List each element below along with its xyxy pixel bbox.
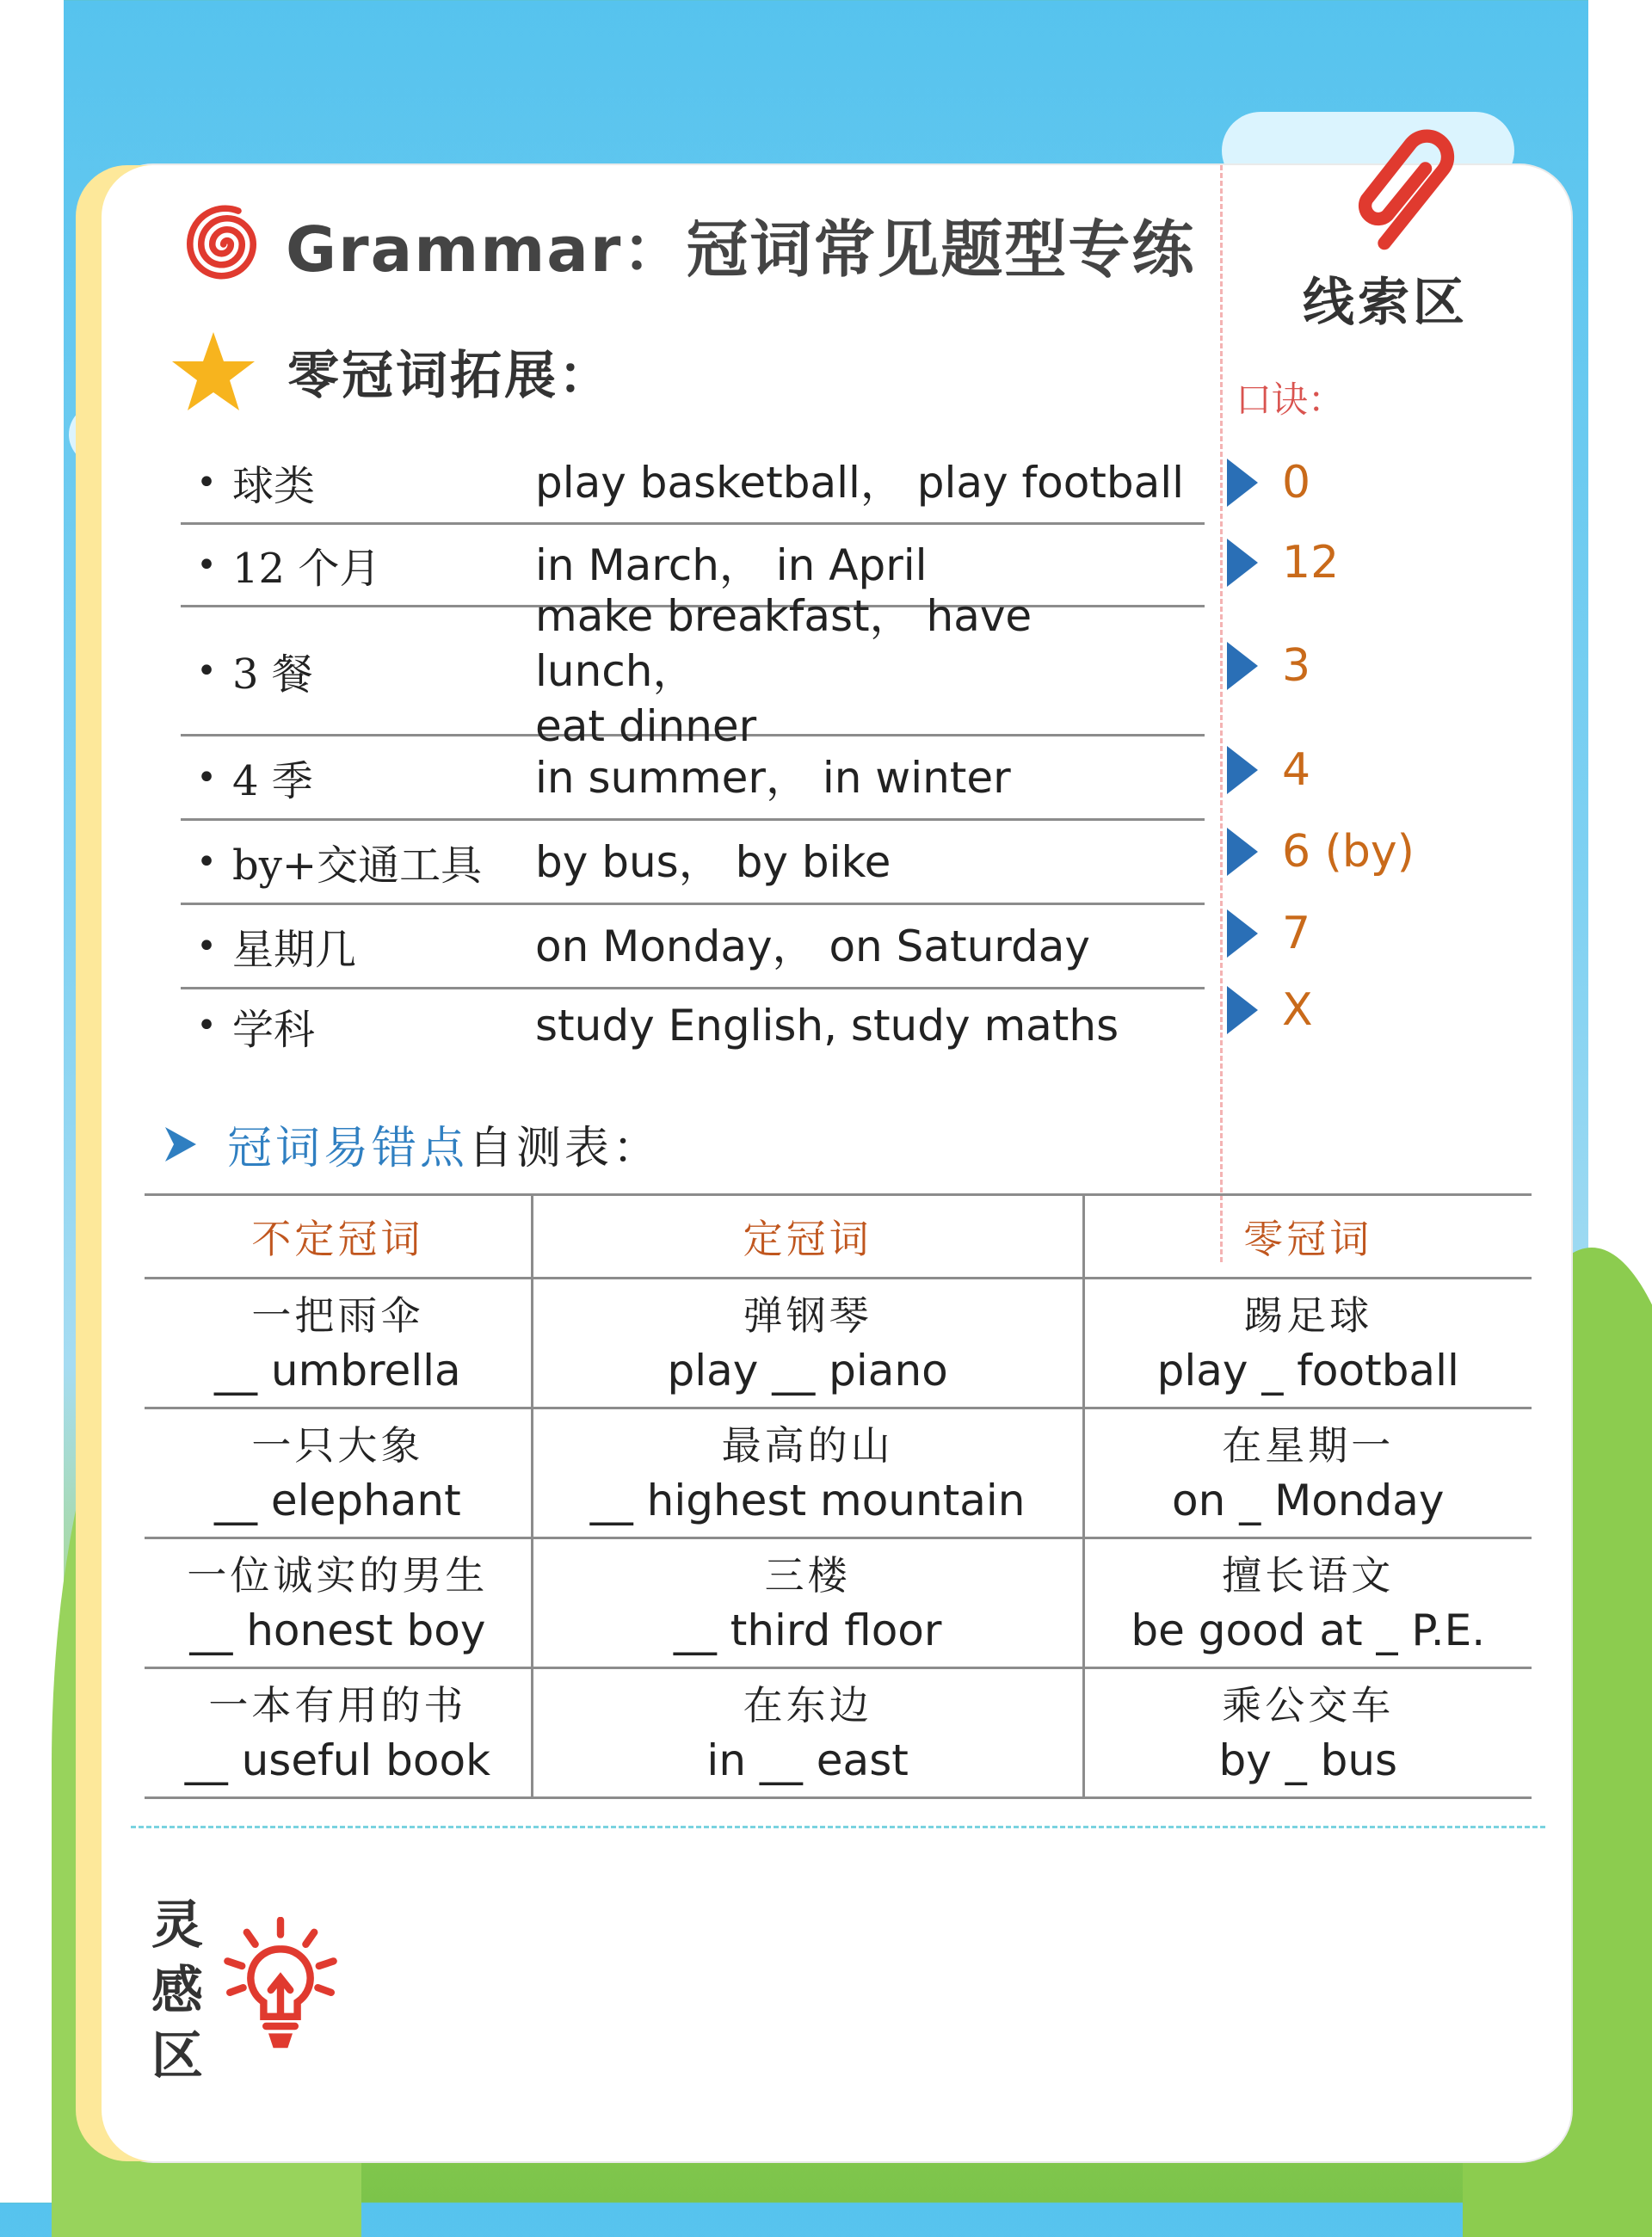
mnemonic-item [1227, 602, 1537, 729]
triangle-arrow-icon [1227, 642, 1258, 690]
table-header-row [145, 1195, 1532, 1279]
mnemonic-value: 7 [1282, 907, 1311, 959]
table-cell: 一位诚实的男生 __ honest boy [145, 1538, 532, 1668]
table-cell: 弹钢琴 play __ piano [532, 1279, 1083, 1408]
table-cell: 擅长语文 be good at _ P.E. [1083, 1538, 1532, 1668]
column-header: 零冠词 [1083, 1195, 1532, 1279]
bullet: • [196, 841, 217, 882]
spiral-icon [181, 198, 274, 291]
star-icon [170, 329, 256, 415]
table-cell: 一把雨伞 __ umbrella [145, 1279, 532, 1408]
self-test-heading [163, 1112, 661, 1176]
column-header: 定冠词 [532, 1195, 1083, 1279]
mnemonic-item [1227, 892, 1537, 974]
zero-article-category: 学科 [232, 1005, 316, 1054]
arrow-bullet-icon [163, 1125, 198, 1163]
table-row [145, 1538, 1532, 1668]
page-title: Grammar：冠词常见题型专练 [286, 213, 1196, 286]
table-row [145, 1408, 1532, 1538]
zero-article-row [181, 442, 1205, 525]
table-cell: 一本有用的书 __ useful book [145, 1668, 532, 1798]
self-test-table [145, 1193, 1532, 1799]
mnemonic-item [1227, 522, 1537, 602]
triangle-arrow-icon [1227, 986, 1258, 1034]
mnemonic-item [1227, 729, 1537, 810]
mnemonic-value: X [1282, 984, 1313, 1036]
table-row [145, 1668, 1532, 1798]
zero-article-category: 星期几 [232, 926, 357, 974]
clue-area-title: 线索区 [1303, 273, 1468, 333]
zero-article-example: study English, study maths [535, 1001, 1119, 1051]
inspiration-title: 灵感区 [151, 1895, 203, 2086]
mnemonic-value: 12 [1282, 536, 1340, 589]
bullet: • [196, 462, 217, 502]
zero-article-example: in summer， in winter [535, 752, 1011, 803]
worksheet-card [102, 165, 1571, 2161]
triangle-arrow-icon [1227, 539, 1258, 587]
bullet: • [196, 650, 217, 691]
mnemonic-value: 4 [1282, 743, 1311, 796]
triangle-arrow-icon [1227, 828, 1258, 876]
table-cell: 一只大象 __ elephant [145, 1408, 532, 1538]
column-header: 不定冠词 [145, 1195, 532, 1279]
zero-article-example: by bus， by bike [535, 836, 891, 887]
mnemonic-value: 0 [1282, 456, 1311, 508]
zero-article-example: make breakfast， have lunch， eat dinner [535, 590, 1032, 751]
table-cell: 三楼 __ third floor [532, 1538, 1083, 1668]
zero-article-row [181, 590, 1205, 751]
mnemonic-list [1227, 442, 1537, 1046]
zero-article-title: 零冠词拓展： [287, 346, 613, 406]
mnemonic-item [1227, 442, 1537, 522]
zero-article-category: 球类 [232, 462, 316, 510]
mnemonic-item [1227, 974, 1537, 1046]
title-row [181, 193, 1195, 296]
bullet: • [196, 1006, 217, 1045]
triangle-arrow-icon [1227, 909, 1258, 958]
zero-article-example: in March， in April [535, 539, 928, 590]
zero-article-example: play basketball， play football [535, 457, 1185, 508]
mnemonic-value: 6 (by) [1282, 825, 1415, 878]
table-cell: 在东边 in __ east [532, 1668, 1083, 1798]
zero-article-category: 3 餐 [232, 650, 313, 699]
bullet: • [196, 926, 217, 966]
mnemonic-value: 3 [1282, 639, 1311, 692]
table-cell: 最高的山 __ highest mountain [532, 1408, 1083, 1538]
zero-article-category: by+交通工具 [232, 841, 483, 890]
zero-article-category: 12 个月 [232, 545, 381, 593]
triangle-arrow-icon [1227, 746, 1258, 794]
zero-article-row [181, 736, 1205, 821]
self-test-title: 冠词易错点自测表： [227, 1123, 662, 1174]
table-cell: 踢足球 play _ football [1083, 1279, 1532, 1408]
clue-area-divider [1220, 165, 1223, 1262]
bullet: • [196, 757, 217, 798]
bullet: • [196, 545, 217, 585]
zero-article-example: on Monday， on Saturday [535, 921, 1090, 971]
triangle-arrow-icon [1227, 459, 1258, 507]
zero-article-row [181, 989, 1205, 1062]
zero-article-category: 4 季 [232, 757, 313, 805]
mnemonic-label: 口诀： [1236, 379, 1345, 421]
zero-article-heading [170, 329, 613, 415]
zero-article-row [181, 905, 1205, 989]
inspiration-divider [131, 1826, 1545, 1828]
zero-article-table [181, 442, 1205, 1062]
paperclip-icon [1341, 129, 1487, 275]
zero-article-row [181, 821, 1205, 905]
table-cell: 乘公交车 by _ bus [1083, 1668, 1532, 1798]
lightbulb-icon [220, 1917, 341, 2063]
table-row [145, 1279, 1532, 1408]
mnemonic-item [1227, 810, 1537, 892]
table-cell: 在星期一 on _ Monday [1083, 1408, 1532, 1538]
